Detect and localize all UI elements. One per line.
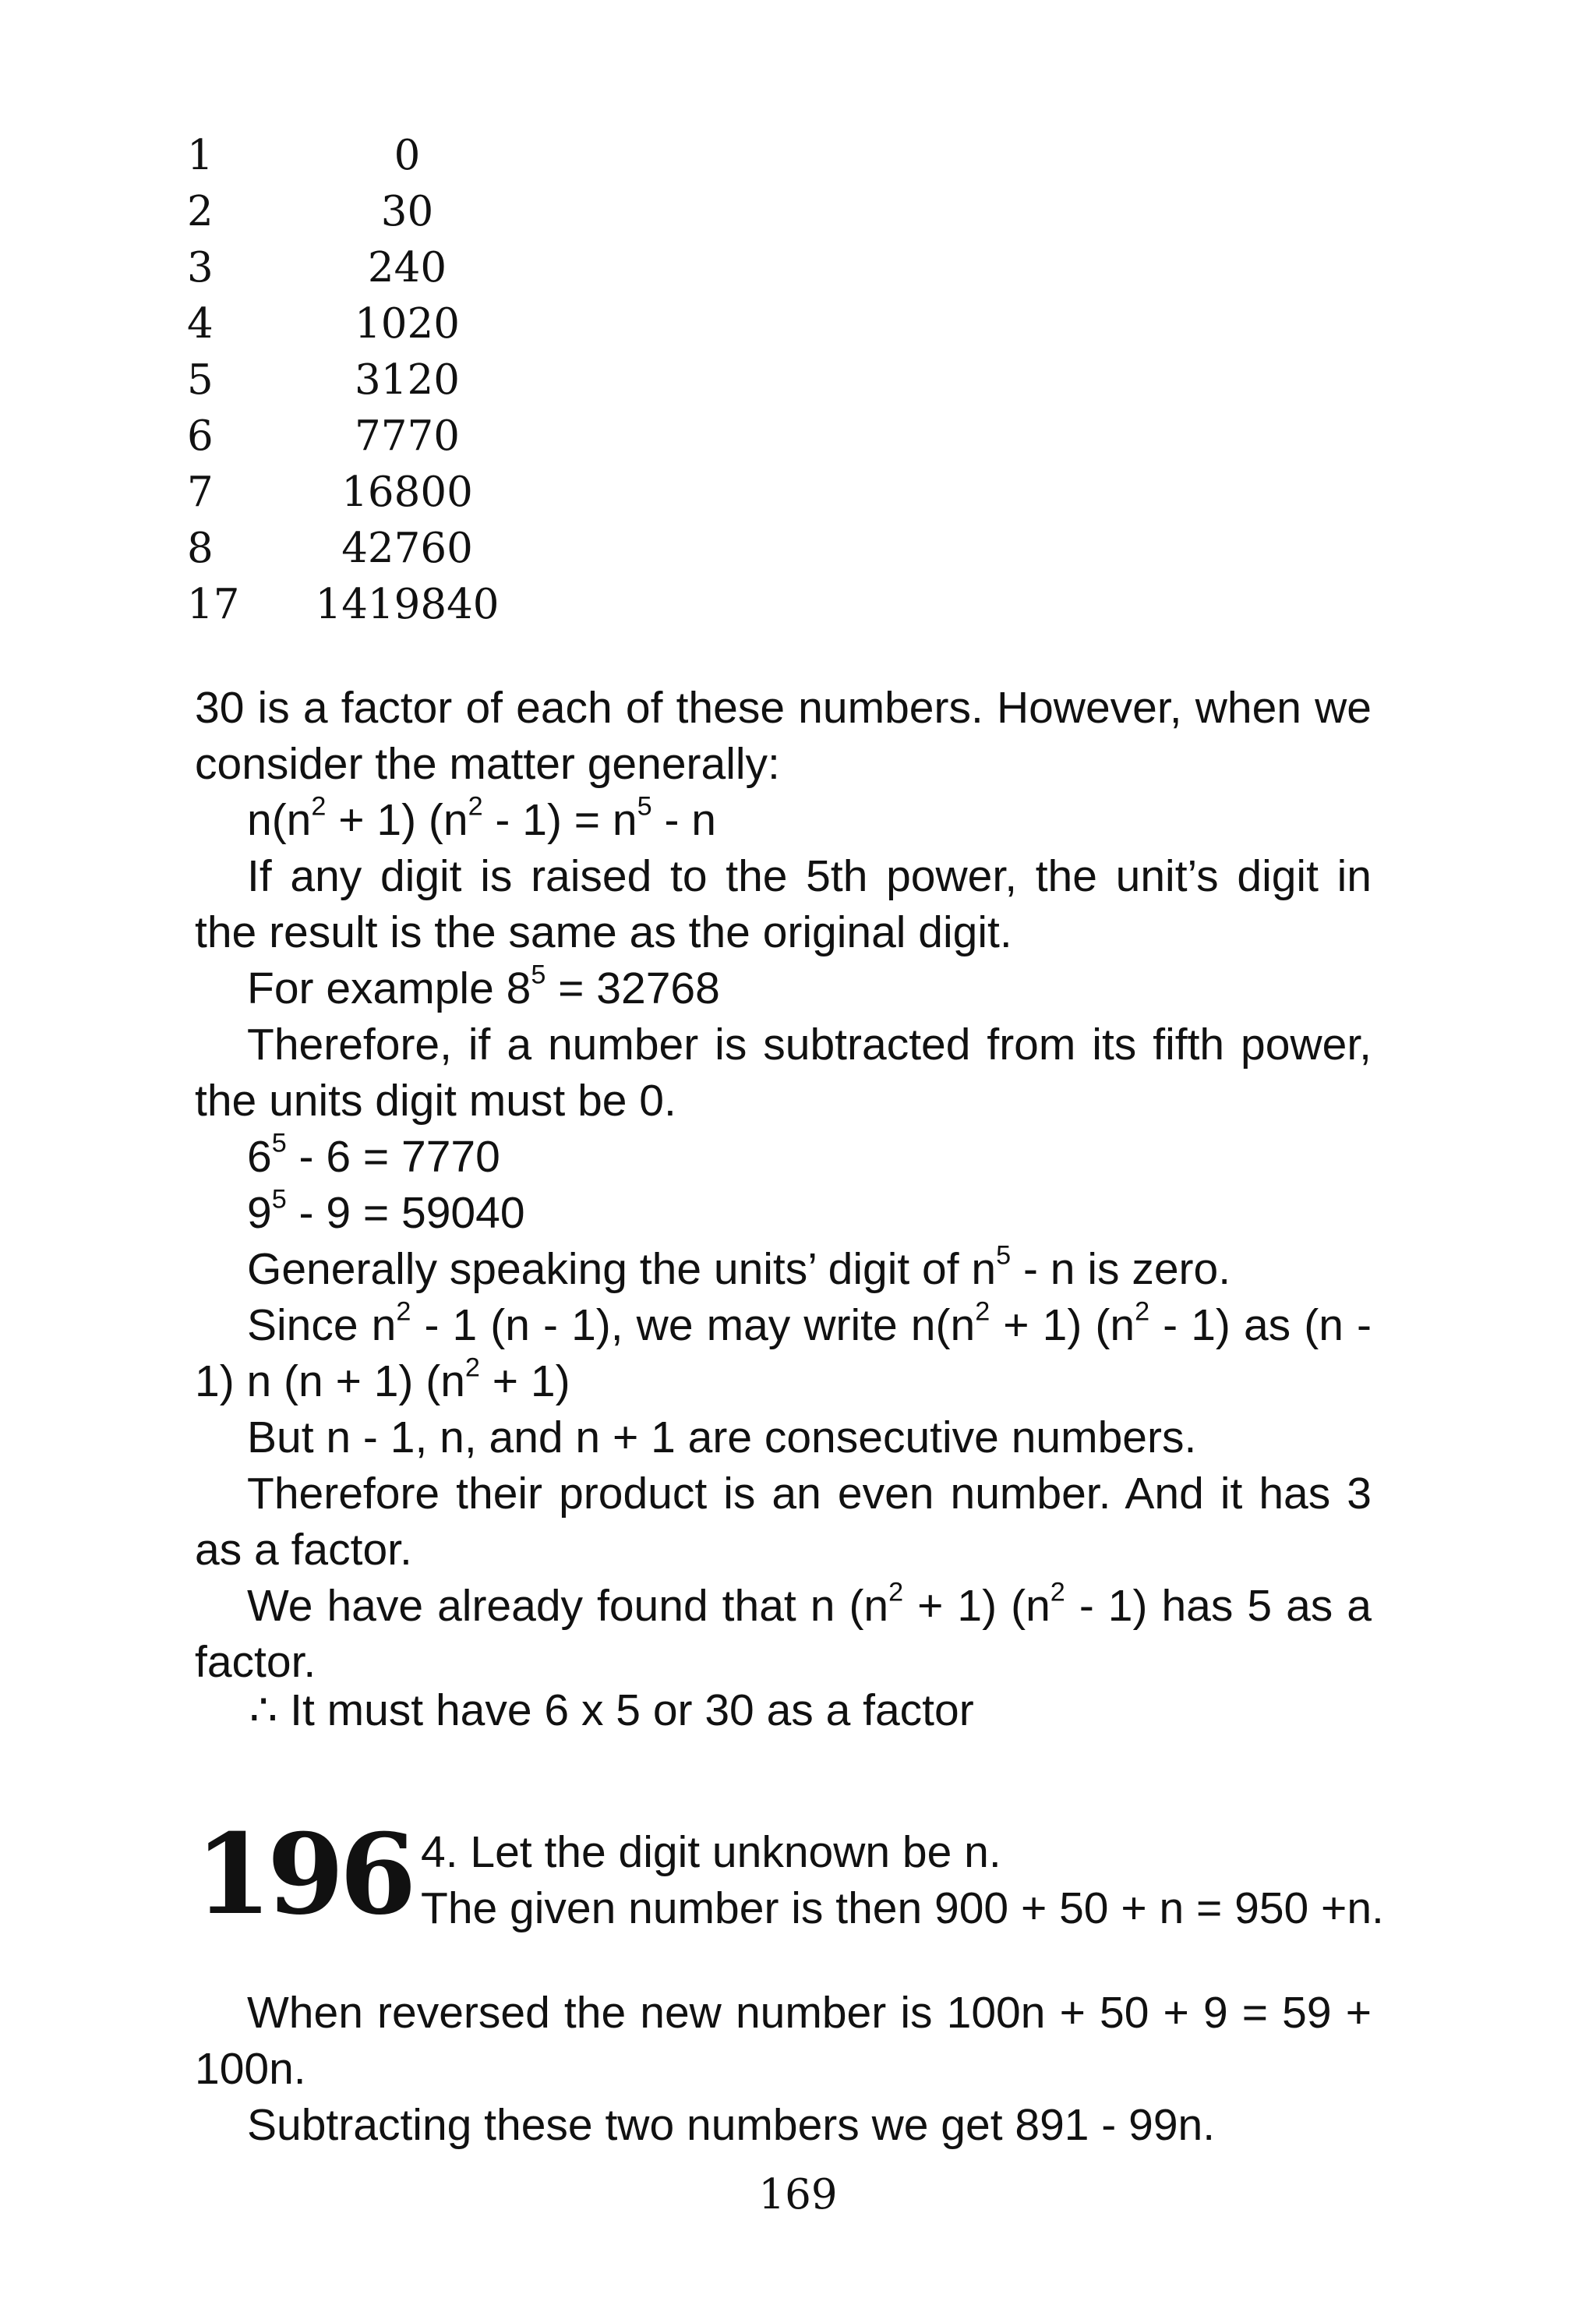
row-value: 0	[394, 132, 421, 179]
table-row	[187, 352, 655, 408]
row-value: 7770	[355, 412, 460, 460]
row-value: 42760	[341, 525, 473, 572]
equation: $6^5 - 6 = 7770$	[247, 1128, 500, 1182]
paragraph: Subtracting these two numbers we get 891 - 99n.	[247, 2100, 1216, 2150]
row-value: 1020	[355, 300, 460, 348]
paragraph: Generally speaking the units’ digit of $n^5$ - n is zero.	[247, 1240, 1231, 1294]
problem-number: 196	[195, 1810, 412, 1939]
problem-line: The given number is then 900 + 50 + n = 950 +n.	[421, 1883, 1384, 1933]
paragraph: When reversed the new number is 100n + 50 + 9 = 59 + 100n.	[195, 1988, 1372, 2094]
row-n: 7	[187, 468, 214, 516]
example-line: For example $8^5 = 32768$	[247, 960, 720, 1013]
table-row	[187, 408, 655, 465]
paragraph: If any digit is raised to the 5th power, the unit’s digit in the result is the same as the original digit.	[195, 851, 1372, 957]
row-n: 2	[187, 188, 214, 235]
equation: $n(n^2 + 1)$ $(n^2 - 1) = n^5 - n$	[247, 791, 716, 845]
table-row	[187, 577, 655, 633]
problem-continuation	[195, 1985, 1372, 2153]
paragraph: But n - 1, n, and n + 1 are consecutive numbers.	[247, 1413, 1197, 1462]
table-row	[187, 240, 655, 296]
paragraph: Since $n^2 - 1$ (n - 1), we may write $n(n^2 + 1)$ $(n^2 - 1)$ as (n - 1) n (n + 1) $(n^2 + 1)$	[195, 1296, 1372, 1406]
table-row	[187, 465, 655, 521]
row-n: 3	[187, 244, 214, 292]
row-n: 8	[187, 525, 214, 572]
row-value: 240	[367, 244, 447, 292]
table-row	[187, 184, 655, 240]
explanation-text	[195, 680, 1372, 1690]
conclusion-text	[249, 1682, 1426, 1738]
table-row	[187, 128, 655, 184]
table-row	[187, 296, 655, 352]
row-n: 4	[187, 300, 214, 348]
paragraph: We have already found that n $(n^2 + 1)$ $(n^2 - 1)$ has 5 as a factor.	[195, 1577, 1372, 1687]
row-value: 3120	[355, 356, 460, 404]
problem-line: 4. Let the digit unknown be n.	[421, 1827, 1001, 1877]
values-table	[187, 128, 655, 633]
page-number: 169	[758, 2171, 838, 2219]
paragraph: Therefore their product is an even number. And it has 3 as a factor.	[195, 1469, 1372, 1575]
row-value: 16800	[341, 468, 473, 516]
paragraph: Therefore, if a number is subtracted from its fifth power, the units digit must be 0.	[195, 1020, 1372, 1126]
problem-intro	[421, 1824, 1566, 1936]
row-value: 30	[380, 188, 434, 235]
row-n: 17	[187, 581, 240, 628]
paragraph: 30 is a factor of each of these numbers. However, when we consider the matter generally:	[195, 683, 1372, 789]
row-value: 1419840	[315, 581, 500, 628]
equation: $9^5 - 9 = 59040$	[247, 1184, 525, 1238]
conclusion-line: ∴ It must have 6 x 5 or 30 as a factor	[249, 1685, 974, 1735]
row-n: 1	[187, 132, 214, 179]
row-n: 5	[187, 356, 214, 404]
table-row	[187, 521, 655, 577]
row-n: 6	[187, 412, 214, 460]
